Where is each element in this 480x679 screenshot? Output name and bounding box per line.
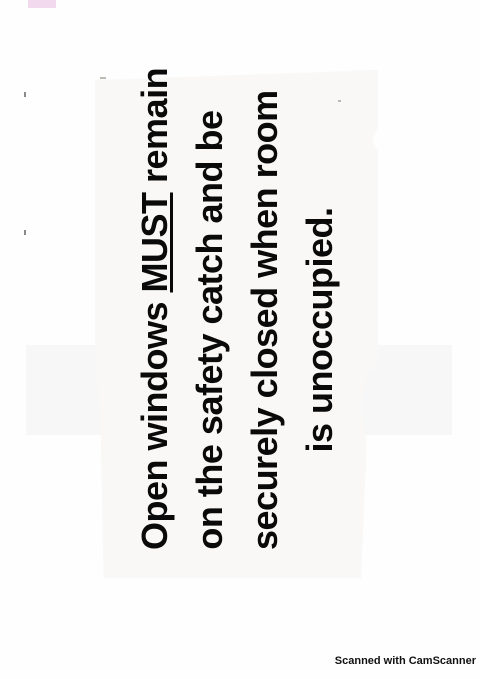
edge-mark — [24, 92, 26, 97]
tear-speck — [100, 77, 106, 79]
camscanner-watermark: Scanned with CamScanner — [334, 655, 476, 667]
notice-line-3: securely closed when room — [244, 90, 285, 550]
tear-speck — [338, 100, 341, 102]
edge-tint — [28, 0, 56, 8]
notice-line-4: is unoccupied. — [299, 207, 340, 453]
must-emphasis: MUST — [134, 192, 175, 293]
edge-mark — [24, 230, 26, 235]
notice-text — [127, 67, 347, 550]
notice-line-2: on the safety catch and be — [189, 110, 230, 550]
notice-line-1: Open windows MUST remain — [134, 67, 175, 550]
